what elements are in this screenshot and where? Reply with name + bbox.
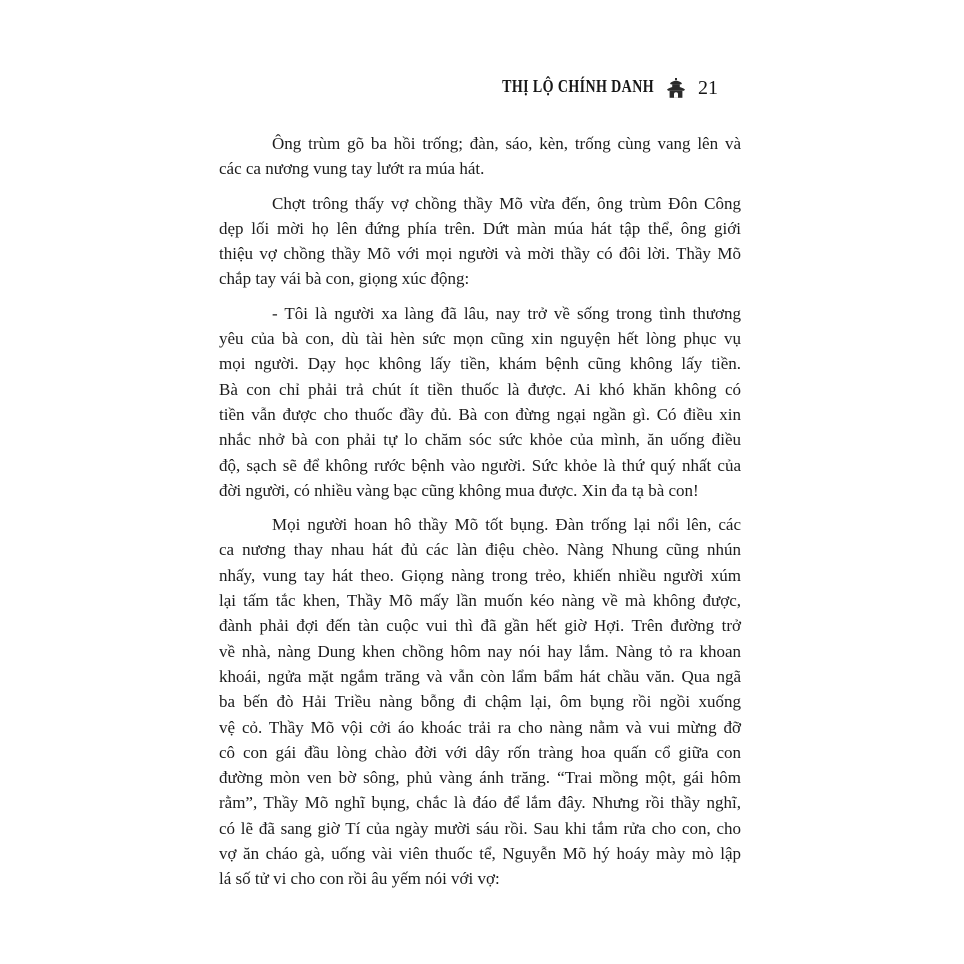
text-line: lá số tử vi cho con rồi âu yếm nói với vợ: bbox=[219, 869, 500, 889]
text-line: mọi người. Dạy học không lấy tiền, khám bệnh cũng không lấy tiền. bbox=[219, 354, 741, 374]
text-line: tiền vẫn được cho thuốc đầy đủ. Bà con đừng ngại ngần gì. Có điều xin bbox=[219, 404, 741, 424]
text-line: cô con gái đầu lòng chào đời với dây rốn tràng hoa quấn cổ giữa con bbox=[219, 742, 741, 762]
text-line: dẹp lối mời họ lên đứng phía trên. Dứt màn múa hát tập thể, ông giới bbox=[219, 218, 741, 238]
page-body bbox=[219, 131, 741, 892]
text-line: đành phải đợi đến tàn cuộc vui thì đã gần hết giờ Hợi. Trên đường trở bbox=[219, 616, 741, 636]
text-line: các ca nương vung tay lướt ra múa hát. bbox=[219, 159, 485, 179]
paragraph bbox=[219, 512, 741, 891]
text-line: yêu của bà con, dù tài hèn sức mọn cũng xin nguyện hết lòng phục vụ bbox=[219, 329, 741, 349]
text-line: nhắc nhở bà con phải tự lo chăm sóc sức khỏe của mình, ăn uống điều bbox=[219, 430, 741, 450]
text-line: ba bến đò Hải Triều nàng bỗng đi chậm lại, ôm bụng rồi ngồi xuống bbox=[219, 692, 741, 712]
text-line: lại tấm tắc khen, Thầy Mõ mấy lần muốn kéo nàng về mà không được, bbox=[219, 591, 741, 611]
paragraph bbox=[219, 301, 741, 503]
page-number: 21 bbox=[698, 77, 718, 99]
pagoda-icon bbox=[665, 78, 687, 98]
text-line: chắp tay vái bà con, giọng xúc động: bbox=[219, 269, 470, 289]
text-line: đời người, có nhiều vàng bạc cũng không mua được. Xin đa tạ bà con! bbox=[219, 480, 699, 500]
text-line: thiệu vợ chồng thầy Mõ với mọi người và mời thầy có đôi lời. Thầy Mõ bbox=[219, 244, 741, 264]
text-line: vệ cỏ. Thầy Mõ vội cởi áo khoác trải ra cho nàng nằm và vui mừng đỡ bbox=[219, 717, 741, 737]
text-line: ca nương thay nhau hát đủ các làn điệu chèo. Nàng Nhung cũng nhún bbox=[219, 540, 741, 560]
text-line: Mọi người hoan hô thầy Mõ tốt bụng. Đàn trống lại nổi lên, các bbox=[272, 515, 741, 535]
text-line: về nhà, nàng Dung khen chồng hôm nay nói hay lắm. Nàng tỏ ra khoan bbox=[219, 641, 741, 661]
text-line: - Tôi là người xa làng đã lâu, nay trở về sống trong tình thương bbox=[272, 303, 741, 323]
text-line: Chợt trông thấy vợ chồng thầy Mõ vừa đến, ông trùm Đôn Công bbox=[272, 193, 741, 213]
text-line: vợ ăn cháo gà, uống vài viên thuốc tể, Nguyễn Mõ hý hoáy mày mò lập bbox=[219, 844, 741, 864]
text-line: rằm”, Thầy Mõ nghĩ bụng, chắc là đáo để lắm đây. Nhưng rồi thầy nghĩ, bbox=[219, 793, 741, 813]
text-line: có lẽ đã sang giờ Tí của ngày mười sáu rồi. Sau khi tắm rửa cho con, cho bbox=[219, 818, 741, 838]
running-header bbox=[502, 78, 718, 98]
running-header-title: THỊ LỘ CHÍNH DANH bbox=[502, 77, 654, 98]
text-line: đường mòn ven bờ sông, phủ vàng ánh trăng. “Trai mồng một, gái hôm bbox=[219, 768, 741, 788]
text-line: nhấy, vung tay hát theo. Giọng nàng trong trẻo, khiến nhiều người xúm bbox=[219, 565, 741, 585]
paragraph bbox=[219, 191, 741, 292]
text-line: độ, sạch sẽ để không rước bệnh vào người. Sức khỏe là thứ quý nhất của bbox=[219, 455, 741, 475]
text-line: khoái, ngửa mặt ngắm trăng và vẫn còn lẩm bẩm hát chầu văn. Qua ngã bbox=[219, 666, 741, 686]
text-line: Ông trùm gõ ba hồi trống; đàn, sáo, kèn, trống cùng vang lên và bbox=[272, 134, 741, 153]
text-line: Bà con chỉ phải trả chút ít tiền thuốc là được. Ai khó khăn không có bbox=[219, 379, 741, 399]
paragraph bbox=[219, 131, 741, 182]
